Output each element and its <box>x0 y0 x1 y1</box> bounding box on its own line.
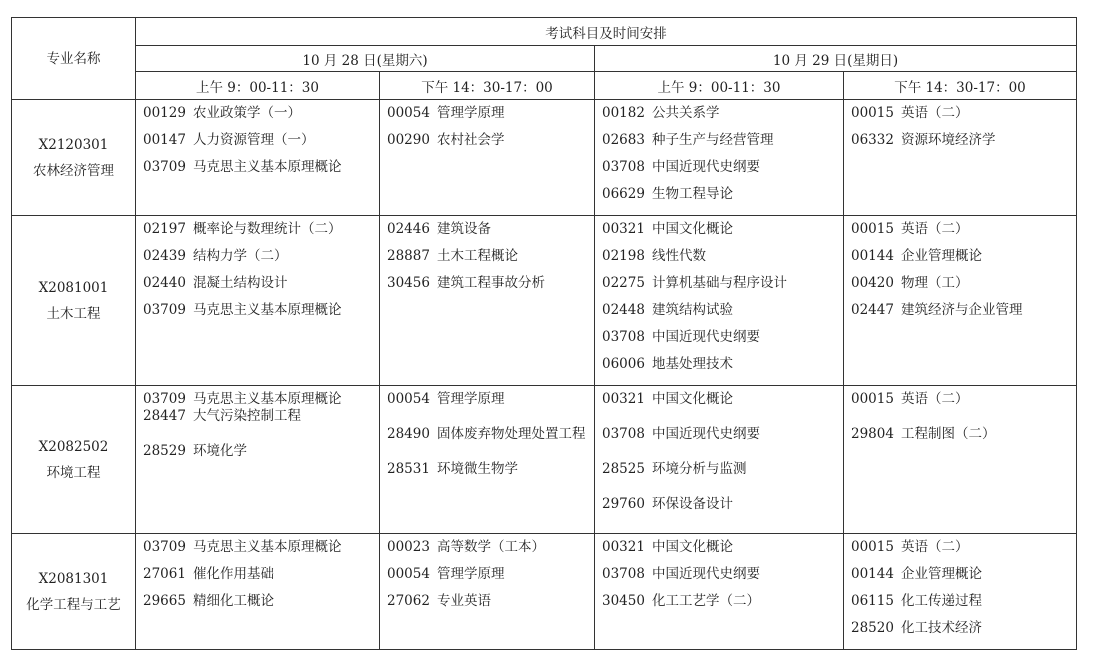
course-name: 线性代数 <box>651 248 706 264</box>
course-name: 农业政策学（一） <box>192 105 301 121</box>
course-name: 英语（二） <box>900 539 969 555</box>
course-name: 环境微生物学 <box>436 461 518 477</box>
course-item <box>851 426 1070 443</box>
schedule-title: 考试科目及时间安排 <box>136 18 1077 46</box>
course-name: 精细化工概论 <box>192 593 274 609</box>
course-code: 00321 <box>602 539 645 555</box>
course-code: 06006 <box>602 356 645 372</box>
course-item <box>851 105 1070 122</box>
course-name: 结构力学（二） <box>192 248 288 264</box>
course-code: 00015 <box>851 221 894 237</box>
course-code: 00321 <box>602 221 645 237</box>
course-name: 中国文化概论 <box>651 221 733 237</box>
course-name: 人力资源管理（一） <box>192 132 315 148</box>
course-code: 03709 <box>143 539 186 555</box>
major-cell <box>12 534 136 650</box>
course-code: 03709 <box>143 391 186 407</box>
course-code: 00054 <box>387 391 430 407</box>
course-code: 02448 <box>602 302 645 318</box>
session-courses-cell <box>380 534 595 650</box>
course-name: 建筑工程事故分析 <box>436 275 545 291</box>
course-code: 00420 <box>851 275 894 291</box>
course-item <box>143 443 373 460</box>
table-row <box>12 100 1077 216</box>
course-name: 管理学原理 <box>436 566 505 582</box>
session-courses-cell <box>136 534 380 650</box>
course-item <box>387 461 588 478</box>
major-cell <box>12 100 136 216</box>
course-code: 27061 <box>143 566 186 582</box>
course-item <box>851 221 1070 238</box>
course-code: 29665 <box>143 593 186 609</box>
course-name: 固体废弃物处理处置工程 <box>436 426 586 442</box>
course-name: 中国近现代史纲要 <box>651 426 760 442</box>
course-code: 00023 <box>387 539 430 555</box>
course-item <box>143 408 373 425</box>
course-item <box>143 105 373 122</box>
course-code: 06629 <box>602 186 645 202</box>
course-code: 00144 <box>851 566 894 582</box>
course-name: 化工工艺学（二） <box>651 593 760 609</box>
table-row <box>12 386 1077 534</box>
course-code: 03708 <box>602 159 645 175</box>
course-name: 马克思主义基本原理概论 <box>192 159 342 175</box>
session-courses-cell <box>844 100 1077 216</box>
course-name: 地基处理技术 <box>651 356 733 372</box>
session-courses-cell <box>136 386 380 534</box>
course-code: 02197 <box>143 221 186 237</box>
course-name: 工程制图（二） <box>900 426 996 442</box>
course-item <box>602 248 837 265</box>
course-name: 建筑设备 <box>436 221 491 237</box>
course-name: 化工技术经济 <box>900 620 982 636</box>
exam-schedule-table <box>11 17 1077 650</box>
course-item <box>602 356 837 373</box>
course-name: 管理学原理 <box>436 391 505 407</box>
major-name: 农林经济管理 <box>33 162 114 179</box>
course-code: 00015 <box>851 105 894 121</box>
course-name: 马克思主义基本原理概论 <box>192 391 342 407</box>
course-name: 企业管理概论 <box>900 248 982 264</box>
course-item <box>851 248 1070 265</box>
course-name: 中国文化概论 <box>651 391 733 407</box>
course-name: 种子生产与经营管理 <box>651 132 774 148</box>
course-code: 28447 <box>143 408 186 424</box>
course-item <box>387 391 588 408</box>
course-code: 00015 <box>851 391 894 407</box>
course-name: 环境分析与监测 <box>651 461 747 477</box>
course-name: 中国近现代史纲要 <box>651 566 760 582</box>
session-courses-cell <box>380 386 595 534</box>
course-item <box>602 496 837 513</box>
course-item <box>143 539 373 556</box>
session-courses-cell <box>136 216 380 386</box>
course-item <box>143 221 373 238</box>
course-name: 英语（二） <box>900 105 969 121</box>
course-code: 03708 <box>602 426 645 442</box>
course-code: 02447 <box>851 302 894 318</box>
course-name: 中国近现代史纲要 <box>651 329 760 345</box>
course-name: 企业管理概论 <box>900 566 982 582</box>
course-name: 管理学原理 <box>436 105 505 121</box>
day-header-1: 10 月 28 日(星期六) <box>136 46 595 72</box>
course-item <box>143 391 373 408</box>
course-code: 30456 <box>387 275 430 291</box>
course-code: 00182 <box>602 105 645 121</box>
session-courses-cell <box>595 386 844 534</box>
schedule-body <box>12 100 1077 650</box>
course-code: 28525 <box>602 461 645 477</box>
course-name: 环保设备设计 <box>651 496 733 512</box>
course-item <box>602 159 837 176</box>
course-item <box>143 302 373 319</box>
course-item <box>851 275 1070 292</box>
course-name: 中国文化概论 <box>651 539 733 555</box>
major-name: 化学工程与工艺 <box>26 596 121 613</box>
course-name: 物理（工） <box>900 275 969 291</box>
course-item <box>851 620 1070 637</box>
course-item <box>387 132 588 149</box>
session-header: 下午 14：30-17：00 <box>380 72 595 100</box>
major-code: X2081301 <box>38 570 109 587</box>
course-item <box>602 566 837 583</box>
session-courses-cell <box>844 534 1077 650</box>
course-item <box>602 105 837 122</box>
day-header-2: 10 月 29 日(星期日) <box>595 46 1077 72</box>
course-item <box>387 426 588 443</box>
course-item <box>851 539 1070 556</box>
course-code: 03708 <box>602 329 645 345</box>
course-name: 化工传递过程 <box>900 593 982 609</box>
course-code: 28887 <box>387 248 430 264</box>
course-code: 02446 <box>387 221 430 237</box>
course-name: 建筑经济与企业管理 <box>900 302 1023 318</box>
course-item <box>602 593 837 610</box>
course-code: 03709 <box>143 302 186 318</box>
session-courses-cell <box>595 216 844 386</box>
course-item <box>387 539 588 556</box>
course-code: 02439 <box>143 248 186 264</box>
course-code: 02275 <box>602 275 645 291</box>
course-code: 00054 <box>387 105 430 121</box>
course-name: 混凝土结构设计 <box>192 275 288 291</box>
course-code: 28490 <box>387 426 430 442</box>
course-item <box>387 566 588 583</box>
major-cell <box>12 216 136 386</box>
course-item <box>602 391 837 408</box>
course-name: 农村社会学 <box>436 132 505 148</box>
session-courses-cell <box>595 534 844 650</box>
course-code: 28529 <box>143 443 186 459</box>
course-item <box>387 221 588 238</box>
major-name: 土木工程 <box>46 305 101 322</box>
course-item <box>387 105 588 122</box>
course-name: 公共关系学 <box>651 105 720 121</box>
course-item <box>602 426 837 443</box>
course-item <box>851 391 1070 408</box>
course-code: 03709 <box>143 159 186 175</box>
course-item <box>602 461 837 478</box>
course-name: 高等数学（工本） <box>436 539 545 555</box>
course-item <box>602 539 837 556</box>
major-code: X2081001 <box>38 279 109 296</box>
major-cell <box>12 386 136 534</box>
course-code: 06115 <box>851 593 894 609</box>
course-item <box>143 566 373 583</box>
course-item <box>387 275 588 292</box>
course-code: 27062 <box>387 593 430 609</box>
course-item <box>602 275 837 292</box>
course-name: 马克思主义基本原理概论 <box>192 539 342 555</box>
course-code: 00015 <box>851 539 894 555</box>
course-name: 催化作用基础 <box>192 566 274 582</box>
table-row <box>12 216 1077 386</box>
course-code: 03708 <box>602 566 645 582</box>
course-item <box>602 186 837 203</box>
course-name: 土木工程概论 <box>436 248 518 264</box>
major-code: X2082502 <box>38 438 109 455</box>
course-name: 专业英语 <box>436 593 491 609</box>
session-courses-cell <box>844 386 1077 534</box>
course-item <box>602 221 837 238</box>
course-name: 大气污染控制工程 <box>192 408 301 424</box>
course-name: 资源环境经济学 <box>900 132 996 148</box>
course-code: 29760 <box>602 496 645 512</box>
course-name: 中国近现代史纲要 <box>651 159 760 175</box>
course-code: 02683 <box>602 132 645 148</box>
course-code: 06332 <box>851 132 894 148</box>
course-item <box>602 302 837 319</box>
course-code: 02440 <box>143 275 186 291</box>
course-item <box>602 329 837 346</box>
major-name-header: 专业名称 <box>12 18 136 100</box>
course-code: 02198 <box>602 248 645 264</box>
session-courses-cell <box>136 100 380 216</box>
course-name: 生物工程导论 <box>651 186 733 202</box>
session-header: 下午 14：30-17：00 <box>844 72 1077 100</box>
course-code: 00129 <box>143 105 186 121</box>
course-item <box>143 593 373 610</box>
course-name: 环境化学 <box>192 443 247 459</box>
course-name: 英语（二） <box>900 221 969 237</box>
course-code: 00321 <box>602 391 645 407</box>
course-name: 概率论与数理统计（二） <box>192 221 342 237</box>
course-code: 00147 <box>143 132 186 148</box>
course-item <box>851 593 1070 610</box>
course-name: 计算机基础与程序设计 <box>651 275 787 291</box>
session-courses-cell <box>595 100 844 216</box>
course-name: 建筑结构试验 <box>651 302 733 318</box>
course-item <box>851 132 1070 149</box>
course-code: 28520 <box>851 620 894 636</box>
session-header: 上午 9：00-11：30 <box>595 72 844 100</box>
course-code: 00290 <box>387 132 430 148</box>
course-code: 30450 <box>602 593 645 609</box>
course-item <box>387 248 588 265</box>
session-courses-cell <box>844 216 1077 386</box>
course-item <box>143 248 373 265</box>
course-item <box>143 132 373 149</box>
course-item <box>851 302 1070 319</box>
course-item <box>387 593 588 610</box>
table-row <box>12 534 1077 650</box>
course-code: 28531 <box>387 461 430 477</box>
course-name: 英语（二） <box>900 391 969 407</box>
session-courses-cell <box>380 100 595 216</box>
course-code: 29804 <box>851 426 894 442</box>
session-header: 上午 9：00-11：30 <box>136 72 380 100</box>
major-name: 环境工程 <box>46 464 101 481</box>
course-item <box>143 275 373 292</box>
course-item <box>143 159 373 176</box>
course-code: 00054 <box>387 566 430 582</box>
course-code: 00144 <box>851 248 894 264</box>
major-code: X2120301 <box>38 136 109 153</box>
session-courses-cell <box>380 216 595 386</box>
course-item <box>851 566 1070 583</box>
course-name: 马克思主义基本原理概论 <box>192 302 342 318</box>
course-item <box>602 132 837 149</box>
